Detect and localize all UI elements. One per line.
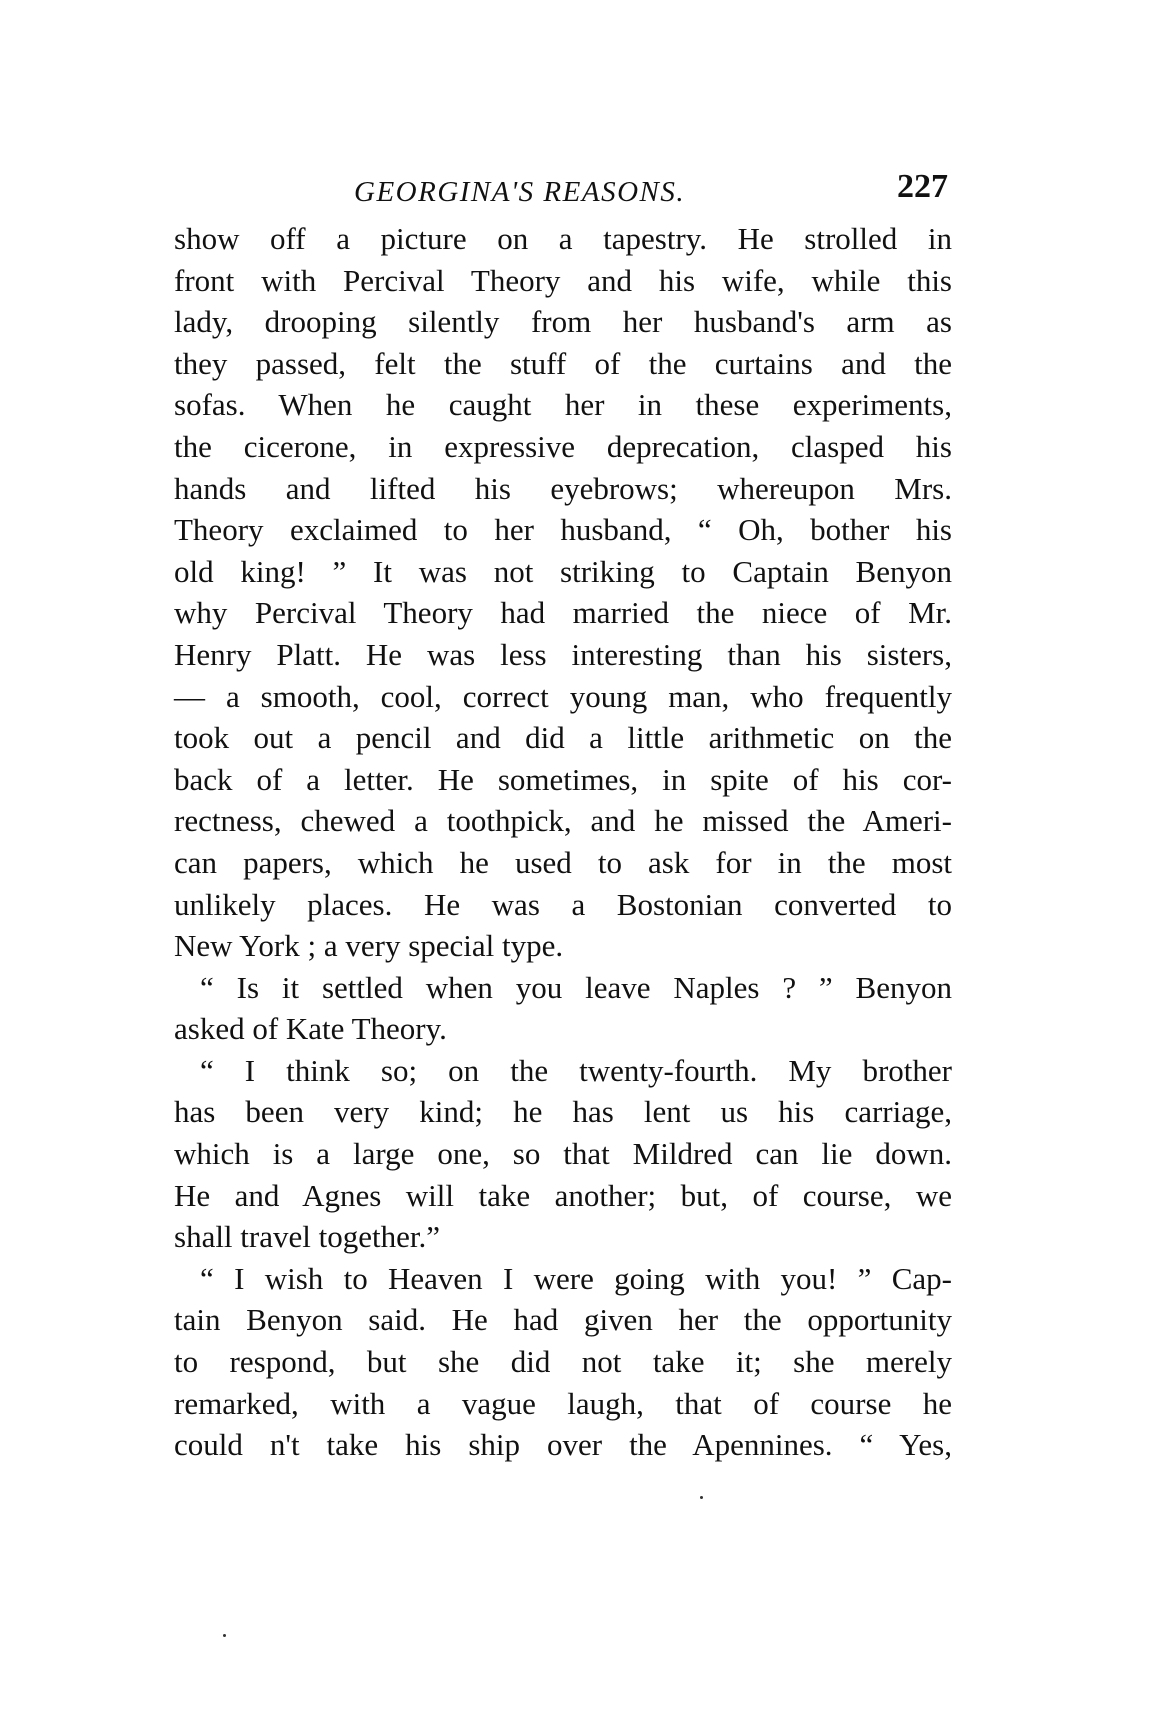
text-line: rectness, chewed a toothpick, and he missed the Ameri-: [174, 803, 952, 839]
running-title: GEORGINA'S REASONS.: [354, 176, 686, 208]
text-line: to respond, but she did not take it; she merely: [174, 1344, 952, 1380]
text-line: asked of Kate Theory.: [174, 1011, 447, 1047]
text-line: “ I think so; on the twenty-fourth. My brother: [200, 1052, 952, 1088]
print-speck: [700, 1496, 703, 1499]
text-line: hands and lifted his eyebrows; whereupon Mrs.: [174, 470, 952, 506]
text-line: front with Percival Theory and his wife, while this: [174, 262, 952, 298]
print-speck: [223, 1634, 226, 1637]
text-line: show off a picture on a tapestry. He strolled in: [174, 221, 952, 256]
text-line: He and Agnes will take another; but, of course, we: [174, 1177, 952, 1213]
text-line: Henry Platt. He was less interesting than his sisters,: [174, 636, 952, 672]
text-line: “ Is it settled when you leave Naples ? ” Benyon: [200, 969, 952, 1005]
text-line: could n't take his ship over the Apennines. “ Yes,: [174, 1427, 952, 1463]
text-line: “ I wish to Heaven I were going with you! ” Cap-: [200, 1260, 952, 1296]
text-line: shall travel together.”: [174, 1219, 440, 1255]
text-line: the cicerone, in expressive deprecation, clasped his: [174, 428, 952, 464]
text-line: sofas. When he caught her in these experiments,: [174, 387, 952, 423]
page-number: 227: [897, 168, 948, 205]
text-line: tain Benyon said. He had given her the opportunity: [174, 1302, 952, 1338]
text-line: they passed, felt the stuff of the curtains and the: [174, 345, 952, 381]
text-line: New York ; a very special type.: [174, 928, 564, 964]
text-line: Theory exclaimed to her husband, “ Oh, bother his: [174, 512, 952, 548]
running-head: [174, 168, 952, 218]
text-line: which is a large one, so that Mildred can lie down.: [174, 1136, 952, 1172]
text-line: unlikely places. He was a Bostonian converted to: [174, 886, 952, 922]
text-line: took out a pencil and did a little arithmetic on the: [174, 720, 952, 756]
text-line: lady, drooping silently from her husband's arm as: [174, 304, 952, 340]
text-line: old king! ” It was not striking to Captain Benyon: [174, 553, 952, 589]
text-line: back of a letter. He sometimes, in spite of his cor-: [174, 761, 952, 797]
text-line: can papers, which he used to ask for in the most: [174, 844, 952, 880]
text-line: remarked, with a vague laugh, that of course he: [174, 1385, 952, 1421]
text-line: has been very kind; he has lent us his carriage,: [174, 1094, 952, 1130]
text-line: why Percival Theory had married the niece of Mr.: [174, 595, 952, 631]
text-line: — a smooth, cool, correct young man, who frequently: [174, 678, 952, 714]
body-text: [174, 218, 952, 1466]
